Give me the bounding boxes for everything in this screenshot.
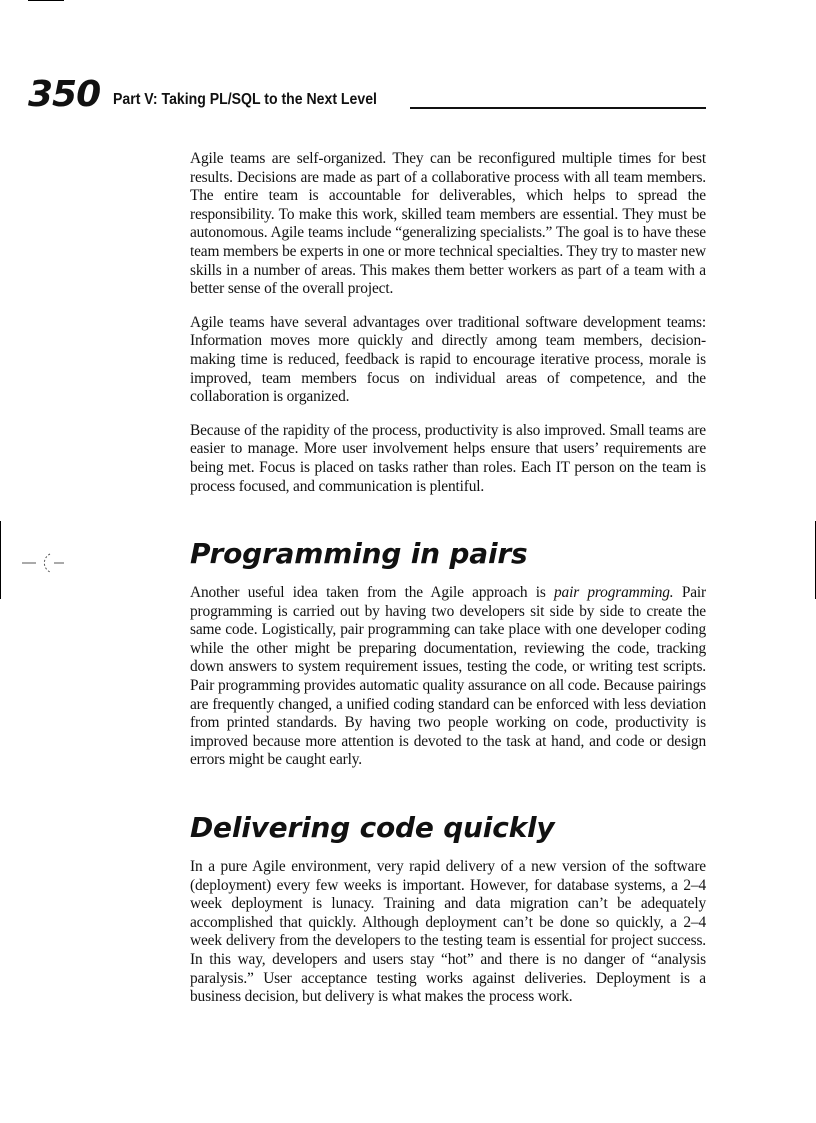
header-rule (410, 107, 706, 109)
pair-programming-term: pair programming. (553, 584, 674, 602)
paragraph-productivity: Because of the rapidity of the process, productivity is also improved. Small teams are easier to manage. More user involvement helps ensure that users’ requirements are being met. Focus is placed on tasks rather than roles. Each IT person on the team is process focused, and communication is plentiful. (190, 421, 706, 495)
pair-text-before: Another useful idea taken from the Agile approach is (190, 584, 554, 602)
running-title: Part V: Taking PL/SQL to the Next Level (113, 91, 377, 108)
heading-delivering-code-quickly: Delivering code quickly (190, 811, 555, 845)
paragraph-delivering: In a pure Agile environment, very rapid delivery of a new version of the software (deployment) every few weeks is important. However, for database systems, a 2–4 week deployment is lunacy. Training and data migration can’t be adequately accomplished that quickly. Although deployment can’t be done so quickly, a 2–4 week delivery from the developers to the testing team is essential for project success. In this way, developers and users stay “hot” and there is no danger of “analysis paralysis.” User acceptance testing works against deliveries. Deployment is a business decision, but delivery is what makes the process work. (190, 858, 706, 1006)
page-header (28, 74, 706, 115)
heading-programming-in-pairs: Programming in pairs (190, 537, 528, 571)
pair-text-after: Pair programming is carried out by having two developers sit side by side to create the same code. Logistically, pair programming can take place with one developer coding while the other might be preparing documentation, reviewing the code, tracking down answers to system requirement issues, testing the code, or writing test scripts. Pair programming provides automatic quality assurance on all code. Because pairings are frequently changed, a unified coding standard can be enforced with less deviation from printed standards. By having two people working on code, productivity is improved because more attention is devoted to the task at hand, and code or design errors might be caught early. (190, 584, 707, 769)
page-number: 350 (28, 74, 101, 115)
crop-mark-top (28, 0, 64, 1)
paragraph-advantages: Agile teams have several advantages over traditional software development teams: Information moves more quickly and directly among team members, decision-making time is reduced, feedback is rapid to encourage iterative process, morale is improved, team members focus on individual areas of competence, and the collaboration is organized. (190, 313, 706, 406)
paragraph-pair-programming (190, 584, 706, 770)
body-content (190, 150, 706, 1022)
registration-target-icon (22, 548, 66, 578)
crop-mark-left (0, 521, 1, 599)
paragraph-self-organized: Agile teams are self-organized. They can be reconfigured multiple times for best results. Decisions are made as part of a collaborative process with all team members. The entire team is accountable for deliverables, which helps to spread the responsibility. To make this work, skilled team members are essential. They must be autonomous. Agile teams include “generalizing specialists.” The goal is to have these team members be experts in one or more technical specialties. They try to master new skills in a number of areas. This makes them better workers as part of a team with a better sense of the overall project. (190, 150, 706, 298)
